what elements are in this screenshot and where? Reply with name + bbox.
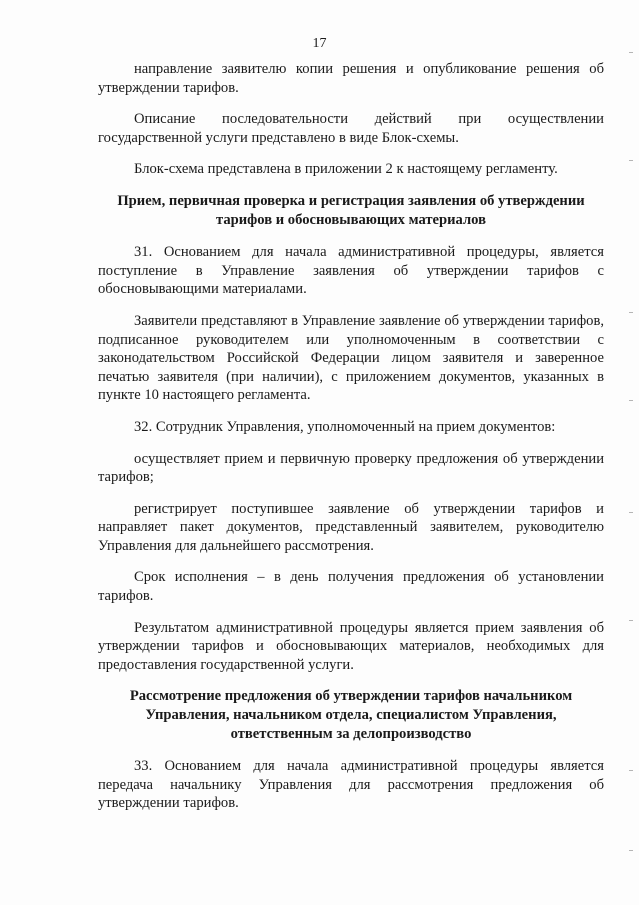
paragraph: направление заявителю копии решения и опубликование решения об утверждении тарифов.	[98, 61, 604, 96]
paragraph: 32. Сотрудник Управления, уполномоченный на прием документов:	[134, 418, 556, 435]
paragraph: регистрирует поступившее заявление об утверждении тарифов и направляет пакет документов, представленный заявителем, руководителю Управления для дальнейшего рассмотрения.	[98, 500, 604, 554]
paragraph: Блок-схема представлена в приложении 2 к настоящему регламенту.	[134, 161, 558, 178]
scan-edge-mark	[629, 52, 633, 53]
paragraph: осуществляет прием и первичную проверку предложения об утверждении тарифов;	[98, 450, 604, 486]
paragraph: Описание последовательности действий при осуществлении государственной услуги представлено в виде Блок-схемы.	[98, 111, 604, 146]
paragraph: 31. Основанием для начала административной процедуры, является поступление в Управление заявления об утверждении тарифов с обосновывающими материалами.	[98, 244, 604, 298]
scan-edge-mark	[629, 312, 633, 313]
paragraph: 33. Основанием для начала административной процедуры является передача начальнику Управления для рассмотрения предложения об утверждении тарифов.	[98, 758, 604, 812]
document-body	[98, 60, 604, 826]
section-heading: Рассмотрение предложения об утверждении тарифов начальником Управления, начальником отдела, специалистом Управления, ответственным за делопроизводство	[129, 688, 573, 742]
scan-edge-mark	[629, 850, 633, 851]
scan-edge-mark	[629, 400, 633, 401]
scan-edge-mark	[629, 770, 633, 771]
scan-edge-mark	[629, 160, 633, 161]
section-heading: Прием, первичная проверка и регистрация заявления об утверждении тарифов и обосновывающих материалов	[117, 192, 585, 228]
page-number: 17	[312, 36, 327, 51]
paragraph: Результатом административной процедуры является прием заявления об утверждении тарифов и обосновывающих материалов, необходимых для предоставления государственной услуги.	[98, 619, 604, 673]
scan-edge-mark	[629, 620, 633, 621]
paragraph: Срок исполнения – в день получения предложения об установлении тарифов.	[98, 569, 604, 605]
scan-edge-mark	[629, 512, 633, 513]
paragraph: Заявители представляют в Управление заявление об утверждении тарифов, подписанное руководителем или уполномоченным в соответствии с законодательством Российской Федерации лицом заявителя и заверенное печатью заявителя (при наличии), с приложением документов, указанных в пункте 10 настоящего регламента.	[98, 312, 604, 404]
